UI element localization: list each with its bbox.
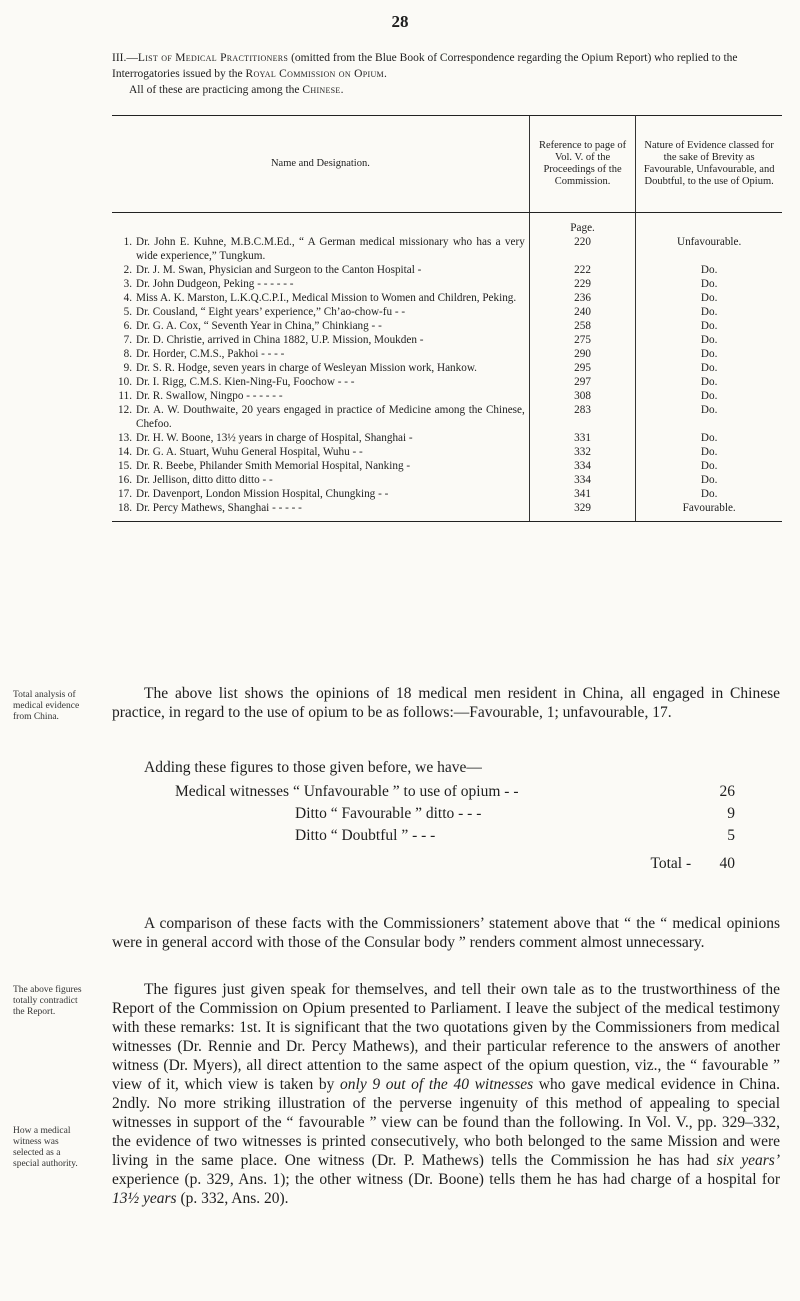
sum-total-label: Total - <box>650 855 692 872</box>
evidence-nature: Do. <box>700 390 718 402</box>
row-number: 13. <box>118 432 132 444</box>
page-reference: 308 <box>529 389 636 403</box>
paragraph-2-text: A comparison of these facts with the Commissioners’ statement above that “ the “ medical opinions were in general accord with those of the Consular body ” renders comment almost unnecessary. <box>112 915 780 951</box>
page-reference: 331 <box>529 431 636 445</box>
margin-note-total-analysis: Total analysis of medical evidence from China. <box>13 690 80 722</box>
row-number: 5. <box>123 306 132 318</box>
row-number: 11. <box>118 390 132 402</box>
page-reference: 334 <box>529 473 636 487</box>
row-number: 1. <box>123 236 132 248</box>
evidence-nature: Do. <box>700 348 718 360</box>
evidence-nature: Do. <box>700 320 718 332</box>
practitioner-entry <box>112 431 525 445</box>
evidence-nature: Do. <box>700 334 718 346</box>
practitioner-name: Dr. John Dudgeon, Peking - - - - - - <box>136 278 294 290</box>
table-row <box>112 263 782 277</box>
evidence-nature: Favourable. <box>682 502 736 514</box>
adding-line <box>112 758 780 777</box>
practitioner-entry <box>112 333 525 347</box>
practitioner-cell <box>112 389 529 403</box>
evidence-nature: Do. <box>700 460 718 472</box>
sum-row-doubtful <box>175 825 735 847</box>
sum-value: 5 <box>727 827 735 844</box>
heading-text2: All of these are practicing among the <box>129 84 303 96</box>
practitioner-entry <box>112 389 525 403</box>
page-label-row <box>112 221 782 235</box>
page-reference: 220 <box>529 235 636 263</box>
practitioners-table <box>112 115 782 522</box>
practitioner-name: Dr. H. W. Boone, 13½ years in charge of Hospital, Shanghai - <box>136 432 413 444</box>
sum-row-unfavourable <box>175 781 735 803</box>
practitioner-name: Dr. Horder, C.M.S., Pakhoi - - - - <box>136 348 285 360</box>
table-row <box>112 445 782 459</box>
row-number: 17. <box>118 488 132 500</box>
practitioner-name: Dr. R. Beebe, Philander Smith Memorial Hospital, Nanking - <box>136 460 411 472</box>
row-number: 10. <box>118 376 132 388</box>
row-number: 2. <box>123 264 132 276</box>
practitioner-cell <box>112 473 529 487</box>
practitioner-cell <box>112 459 529 473</box>
page-reference: 341 <box>529 487 636 501</box>
table-row <box>112 347 782 361</box>
practitioner-name: Dr. D. Christie, arrived in China 1882, U.P. Mission, Moukden - <box>136 334 424 346</box>
header-name: Name and Designation. <box>112 116 529 213</box>
practitioner-entry <box>112 347 525 361</box>
row-number: 8. <box>123 348 132 360</box>
evidence-nature: Do. <box>700 292 718 304</box>
sum-label: Medical witnesses “ Unfavourable ” to use of opium - - <box>175 783 519 800</box>
row-number: 18. <box>118 502 132 514</box>
page-reference: 258 <box>529 319 636 333</box>
page-reference: 240 <box>529 305 636 319</box>
page-reference: 332 <box>529 445 636 459</box>
page-reference: 295 <box>529 361 636 375</box>
sum-value: 26 <box>719 783 735 800</box>
practitioner-entry <box>112 501 525 515</box>
practitioner-name: Dr. S. R. Hodge, seven years in charge of Wesleyan Mission work, Hankow. <box>136 362 477 374</box>
practitioner-cell <box>112 263 529 277</box>
paragraph-figures <box>112 980 780 1208</box>
evidence-nature: Do. <box>700 362 718 374</box>
practitioner-cell <box>112 291 529 305</box>
table-row <box>112 473 782 487</box>
sum-label: Ditto “ Doubtful ” - - - <box>295 827 436 844</box>
evidence-nature: Do. <box>700 474 718 486</box>
paragraph-3-text <box>112 980 780 1208</box>
practitioner-entry <box>112 263 525 277</box>
table-row <box>112 277 782 291</box>
row-number: 3. <box>123 278 132 290</box>
row-number: 9. <box>123 362 132 374</box>
evidence-nature: Do. <box>700 376 718 388</box>
page-reference: 283 <box>529 403 636 431</box>
p3-italic2: six years’ <box>716 1152 780 1169</box>
evidence-nature: Do. <box>700 432 718 444</box>
practitioner-entry <box>112 487 525 501</box>
p3-italic3: 13½ years <box>112 1190 177 1207</box>
practitioner-name: Dr. Cousland, “ Eight years’ experience,” Ch’ao-chow-fu - - <box>136 306 406 318</box>
section-heading <box>112 50 772 98</box>
practitioner-name: Dr. Jellison, ditto ditto ditto - - <box>136 474 273 486</box>
paragraph-1-text: The above list shows the opinions of 18 medical men resident in China, all engaged in Chinese practice, in regard to the use of opium to be as follows:—Favourable, 1; unfavourable, 17. <box>112 685 780 721</box>
page-reference: 329 <box>529 501 636 515</box>
table-row <box>112 375 782 389</box>
table-row <box>112 501 782 515</box>
practitioner-entry <box>112 235 525 263</box>
practitioner-entry <box>112 473 525 487</box>
table-row <box>112 319 782 333</box>
table-row <box>112 459 782 473</box>
evidence-nature: Unfavourable. <box>677 236 742 248</box>
row-number: 15. <box>118 460 132 472</box>
practitioner-name: Dr. J. M. Swan, Physician and Surgeon to the Canton Hospital - <box>136 264 422 276</box>
page-reference: 275 <box>529 333 636 347</box>
practitioner-name: Dr. A. W. Douthwaite, 20 years engaged in practice of Medicine among the Chinese, Chefoo. <box>136 404 525 430</box>
heading-text: (omitted from the Blue Book of Correspondence regarding the Opium Report) who replied to the Interrogatories issued by the <box>112 52 738 80</box>
page-reference: 297 <box>529 375 636 389</box>
p3-part1: The figures just given speak for themselves, and tell their own tale as to the trustworthiness of the Report of the Commission on Opium presented to Parliament. I leave the subject of the medical testimony with these remarks: 1st. It is significant that the two quotations given by the Commissioners from medical witnesses (Dr. Rennie and Dr. Percy Mathews), and their particular reference to the answers of another witness (Dr. Myers), all direct attention to the same aspect of the opium question, viz., the “ favourable ” view of it, which view is taken by <box>112 981 780 1093</box>
heading-prefix: III.— <box>112 52 138 64</box>
heading-title: List of Medical Practitioners <box>137 52 289 64</box>
practitioner-entry <box>112 291 525 305</box>
practitioner-name: Dr. I. Rigg, C.M.S. Kien-Ning-Fu, Foochow - - - <box>136 376 355 388</box>
practitioner-cell <box>112 333 529 347</box>
practitioner-cell <box>112 375 529 389</box>
table-header-row <box>112 116 782 213</box>
table-row <box>112 305 782 319</box>
row-number: 16. <box>118 474 132 486</box>
practitioner-entry <box>112 403 525 431</box>
sum-value: 9 <box>727 805 735 822</box>
paragraph-list-summary <box>112 684 780 722</box>
sum-total-row <box>175 847 735 875</box>
practitioner-name: Dr. John E. Kuhne, M.B.C.M.Ed., “ A German medical missionary who has a very wide experience,” Tungkum. <box>136 236 525 262</box>
margin-note-medical-witness: How a medical witness was selected as a special authority. <box>13 1126 78 1169</box>
practitioner-name: Dr. G. A. Stuart, Wuhu General Hospital, Wuhu - - <box>136 446 363 458</box>
practitioner-entry <box>112 445 525 459</box>
evidence-nature: Do. <box>700 306 718 318</box>
row-number: 7. <box>123 334 132 346</box>
table-row <box>112 487 782 501</box>
practitioner-cell <box>112 235 529 263</box>
table-row <box>112 431 782 445</box>
header-nature: Nature of Evidence classed for the sake of Brevity as Favourable, Unfavourable, and Doubtful, to the use of Opium. <box>636 116 782 213</box>
p3-part3: experience (p. 329, Ans. 1); the other witness (Dr. Boone) tells them he has had charge of a hospital for <box>112 1171 780 1188</box>
evidence-nature: Do. <box>700 404 718 416</box>
page-number: 28 <box>391 12 409 31</box>
evidence-nature: Do. <box>700 446 718 458</box>
page-reference: 229 <box>529 277 636 291</box>
row-number: 12. <box>118 404 132 416</box>
table-row <box>112 389 782 403</box>
practitioner-cell <box>112 487 529 501</box>
margin-note-figures: The above figures totally contradict the Report. <box>13 985 82 1017</box>
sum-row-favourable <box>175 803 735 825</box>
practitioner-cell <box>112 361 529 375</box>
table-row <box>112 235 782 263</box>
practitioner-cell <box>112 445 529 459</box>
evidence-nature: Do. <box>700 264 718 276</box>
practitioner-cell <box>112 403 529 431</box>
practitioner-name: Dr. Percy Mathews, Shanghai - - - - - <box>136 502 302 514</box>
table-body <box>112 213 782 522</box>
row-number: 4. <box>123 292 132 304</box>
p3-part4: (p. 332, Ans. 20). <box>176 1190 289 1207</box>
witness-sums <box>175 781 735 875</box>
practitioner-name: Dr. G. A. Cox, “ Seventh Year in China,” Chinkiang - - <box>136 320 382 332</box>
practitioner-entry <box>112 277 525 291</box>
practitioner-entry <box>112 361 525 375</box>
table-row <box>112 291 782 305</box>
practitioner-entry <box>112 319 525 333</box>
page-reference: 222 <box>529 263 636 277</box>
practitioner-cell <box>112 305 529 319</box>
evidence-nature: Do. <box>700 278 718 290</box>
page-reference: 290 <box>529 347 636 361</box>
adding-line-text: Adding these figures to those given before, we have— <box>144 759 482 776</box>
row-number: 6. <box>123 320 132 332</box>
heading-chinese: Chinese. <box>302 84 344 96</box>
evidence-nature: Do. <box>700 488 718 500</box>
heading-commission: Royal Commission on Opium. <box>245 68 388 80</box>
header-reference: Reference to page of Vol. V. of the Proceedings of the Commission. <box>529 116 636 213</box>
page-reference: 236 <box>529 291 636 305</box>
practitioner-cell <box>112 501 529 515</box>
practitioner-name: Dr. Davenport, London Mission Hospital, Chungking - - <box>136 488 389 500</box>
sum-label: Ditto “ Favourable ” ditto - - - <box>295 805 482 822</box>
practitioner-cell <box>112 319 529 333</box>
practitioner-entry <box>112 459 525 473</box>
row-number: 14. <box>118 446 132 458</box>
table-row <box>112 333 782 347</box>
table-row <box>112 403 782 431</box>
practitioner-cell <box>112 431 529 445</box>
p3-part2: who gave medical evidence in China. 2ndly. No more striking illustration of the perverse ingenuity of this method of appealing to special witnesses in support of the “ favourable ” view can be found than the following. In Vol. V., pp. 329–332, the evidence of two witnesses is printed consecutively, who both belonged to the same Mission and were living in the same place. One witness (Dr. P. Mathews) tells the Commission he has had <box>112 1076 780 1169</box>
page-reference: 334 <box>529 459 636 473</box>
practitioner-entry <box>112 375 525 389</box>
page-label: Page. <box>529 221 636 235</box>
p3-italic1: only 9 out of the 40 witnesses <box>340 1076 534 1093</box>
practitioner-name: Dr. R. Swallow, Ningpo - - - - - - <box>136 390 283 402</box>
practitioner-cell <box>112 277 529 291</box>
practitioner-name: Miss A. K. Marston, L.K.Q.C.P.I., Medical Mission to Women and Children, Peking. <box>136 292 517 304</box>
practitioner-cell <box>112 347 529 361</box>
practitioner-entry <box>112 305 525 319</box>
table-row <box>112 361 782 375</box>
paragraph-comparison <box>112 914 780 952</box>
sum-total-value: 40 <box>719 855 735 872</box>
